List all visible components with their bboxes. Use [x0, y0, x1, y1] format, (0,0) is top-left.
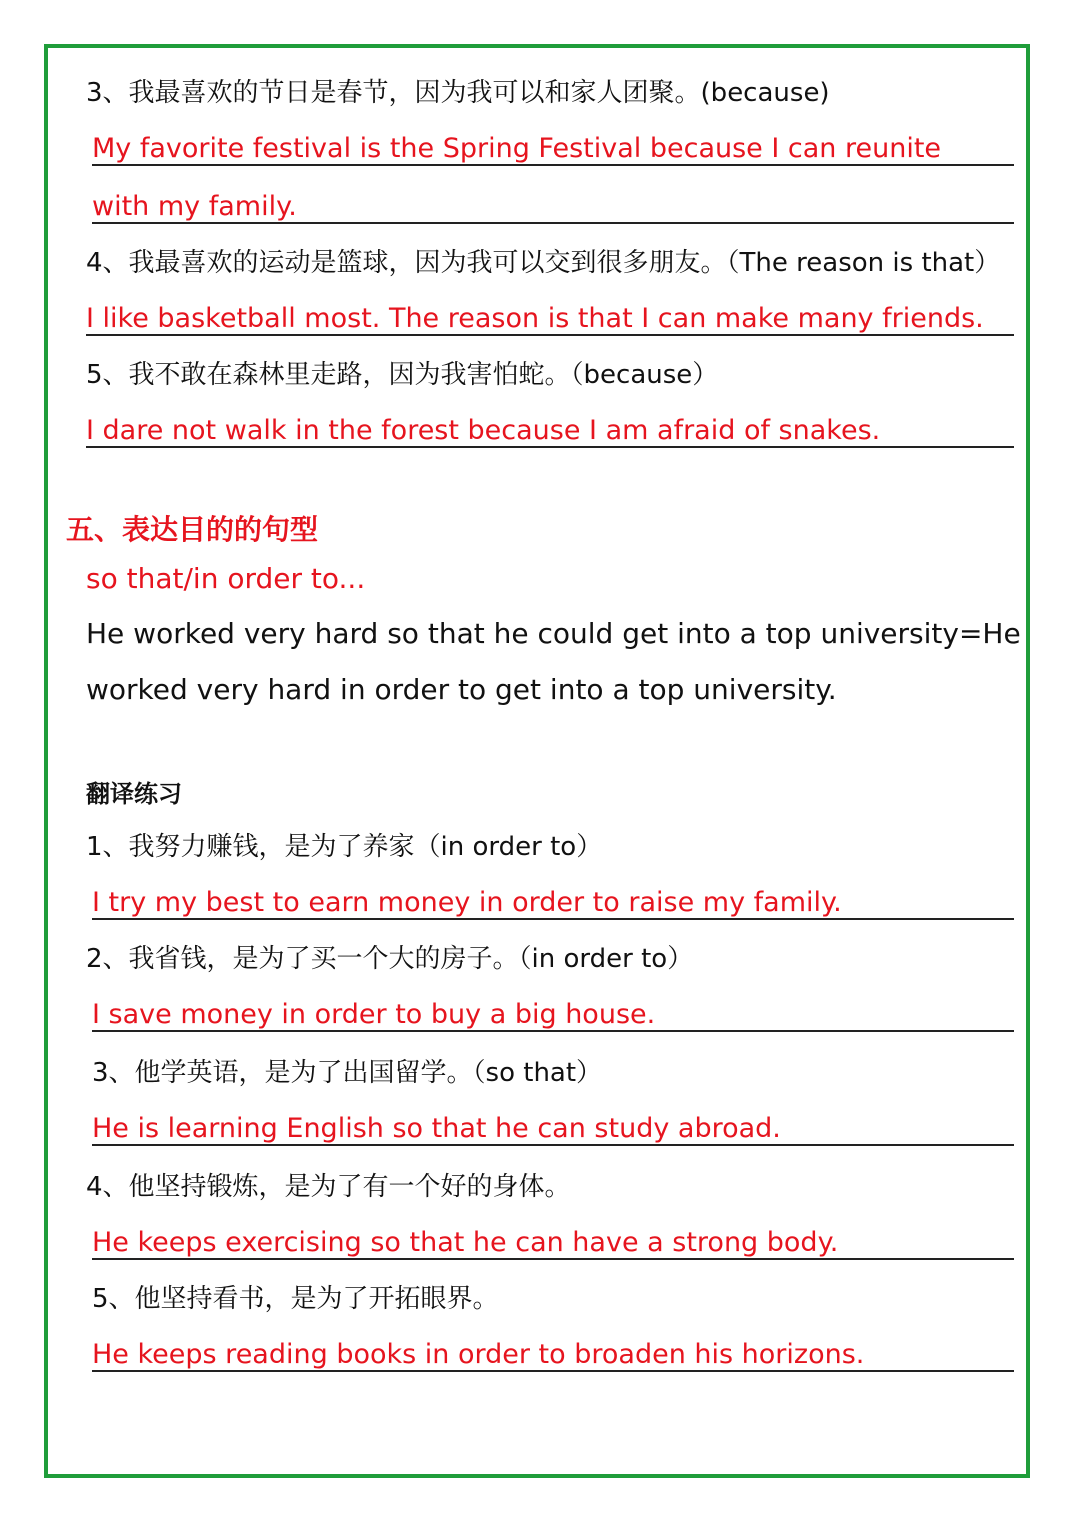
section-heading: 五、表达目的的句型: [66, 513, 319, 546]
practice-answer-3: He is learning English so that he can study abroad.: [92, 1113, 781, 1144]
practice-question-5: 5、他坚持看书，是为了开拓眼界。: [92, 1284, 499, 1314]
answer-4-3-line2: with my family.: [92, 191, 297, 222]
answer-4-5: I dare not walk in the forest because I am afraid of snakes.: [86, 415, 881, 446]
practice-question-2: 2、我省钱，是为了买一个大的房子。（in order to）: [86, 944, 694, 974]
sentence-pattern: so that/in order to...: [86, 562, 366, 595]
question-4-4: 4、我最喜欢的运动是篮球，因为我可以交到很多朋友。（The reason is that）: [86, 248, 1001, 278]
practice-question-4: 4、他坚持锻炼，是为了有一个好的身体。: [86, 1172, 571, 1202]
answer-underline: [92, 1370, 1014, 1372]
question-4-5: 5、我不敢在森林里走路，因为我害怕蛇。（because）: [86, 360, 719, 390]
answer-underline: [92, 1258, 1014, 1260]
example-sentence-line2: worked very hard in order to get into a top university.: [86, 673, 837, 706]
answer-4-4: I like basketball most. The reason is that I can make many friends.: [86, 303, 984, 334]
practice-answer-4: He keeps exercising so that he can have a strong body.: [92, 1227, 839, 1258]
answer-underline: [92, 164, 1014, 166]
answer-underline: [92, 1144, 1014, 1146]
practice-title: 翻译练习: [86, 780, 182, 808]
answer-4-3-line1: My favorite festival is the Spring Festival because I can reunite: [92, 133, 942, 164]
example-sentence-line1: He worked very hard so that he could get into a top university=He: [86, 617, 1021, 650]
practice-answer-1: I try my best to earn money in order to raise my family.: [92, 887, 842, 918]
practice-answer-5: He keeps reading books in order to broaden his horizons.: [92, 1339, 865, 1370]
practice-answer-2: I save money in order to buy a big house.: [92, 999, 656, 1030]
question-4-3: 3、我最喜欢的节日是春节，因为我可以和家人团聚。(because): [86, 78, 830, 108]
answer-underline: [86, 446, 1014, 448]
answer-underline: [92, 918, 1014, 920]
answer-underline: [92, 1030, 1014, 1032]
answer-underline: [92, 222, 1014, 224]
practice-question-1: 1、我努力赚钱，是为了养家（in order to）: [86, 832, 603, 862]
answer-underline: [86, 334, 1014, 336]
practice-question-3: 3、他学英语，是为了出国留学。（so that）: [92, 1058, 603, 1088]
